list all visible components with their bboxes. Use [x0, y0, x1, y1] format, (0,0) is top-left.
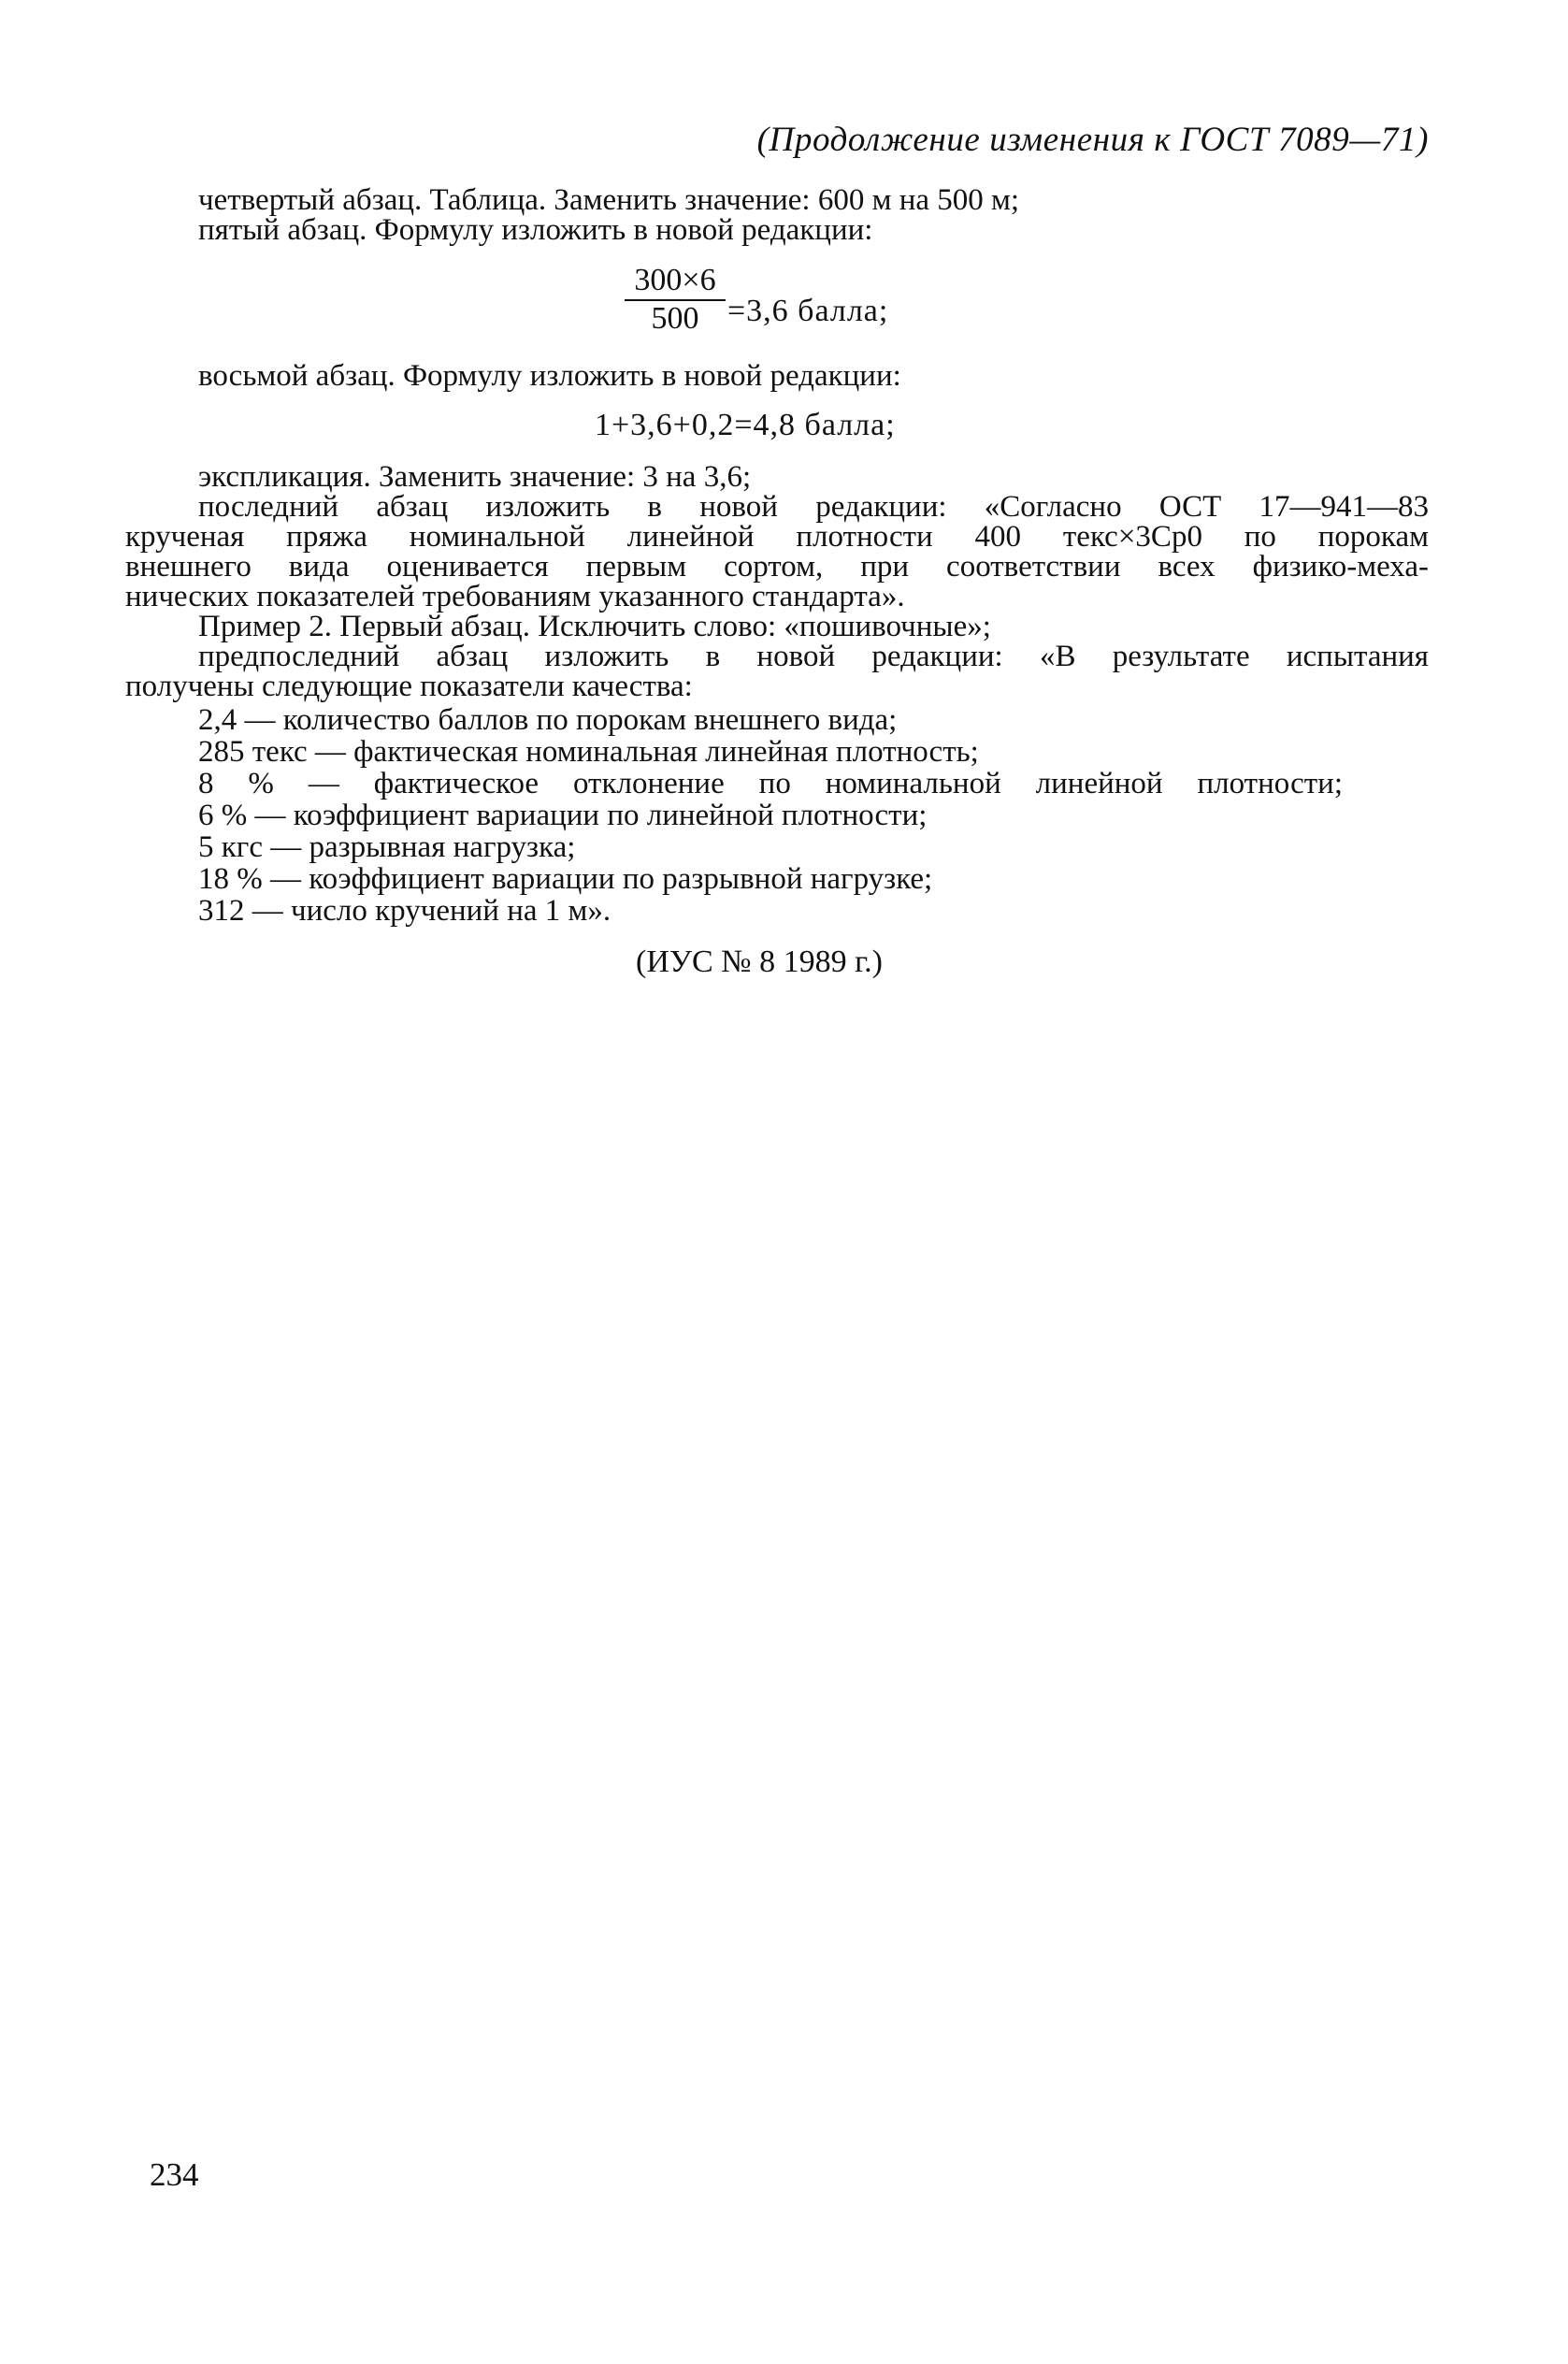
paragraph-explication: экспликация. Заменить значение: 3 на 3,6; — [198, 460, 752, 494]
paragraph-example-2: Пример 2. Первый абзац. Исключить слово: «пошивочные»; — [198, 610, 991, 643]
formula-numerator: 300×6 — [634, 263, 716, 297]
source-reference: (ИУС № 8 1989 г.) — [636, 944, 883, 979]
formula-result: =3,6 балла; — [727, 294, 889, 328]
formula-fraction — [625, 264, 726, 335]
formula-denominator: 500 — [651, 301, 699, 336]
indicator-item: 5 кгс — разрывная нагрузка; — [198, 830, 576, 864]
indicator-item: 18 % — коэффициент вариации по разрывной нагрузке; — [198, 862, 933, 896]
indicator-item: 8 % — фактическое отклонение по номинальной линейной плотности; — [198, 767, 1343, 800]
indicator-item: 2,4 — количество баллов по порокам внешнего вида; — [198, 703, 898, 737]
formula-sum: 1+3,6+0,2=4,8 балла; — [595, 408, 896, 442]
paragraph-eighth: восьмой абзац. Формулу изложить в новой редакции: — [198, 359, 901, 393]
indicator-item: 6 % — коэффициент вариации по линейной плотности; — [198, 799, 928, 832]
indicator-item: 285 текс — фактическая номинальная линейная плотность; — [198, 735, 979, 769]
paragraph-penultimate-line-2: получены следующие показатели качества: — [125, 670, 693, 703]
indicator-item: 312 — число кручений на 1 м». — [198, 894, 611, 928]
paragraph-fifth: пятый абзац. Формулу изложить в новой редакции: — [198, 213, 873, 247]
continuation-header: (Продолжение изменения к ГОСТ 7089—71) — [756, 121, 1429, 159]
paragraph-penultimate-line-1: предпоследний абзац изложить в новой редакции: «В результате испытания — [198, 640, 1429, 673]
page-number: 234 — [150, 2156, 199, 2193]
paragraph-last-line-1: последний абзац изложить в новой редакции: «Согласно ОСТ 17—941—83 — [198, 490, 1429, 524]
paragraph-last-line-4: нических показателей требованиям указанного стандарта». — [125, 580, 905, 613]
paragraph-fourth: четвертый абзац. Таблица. Заменить значение: 600 м на 500 м; — [198, 183, 1020, 217]
paragraph-last-line-2: крученая пряжа номинальной линейной плотности 400 текс×3Ср0 по порокам — [125, 520, 1429, 554]
paragraph-last-line-3: внешнего вида оценивается первым сортом, при соответствии всех физико-меха- — [125, 550, 1429, 584]
